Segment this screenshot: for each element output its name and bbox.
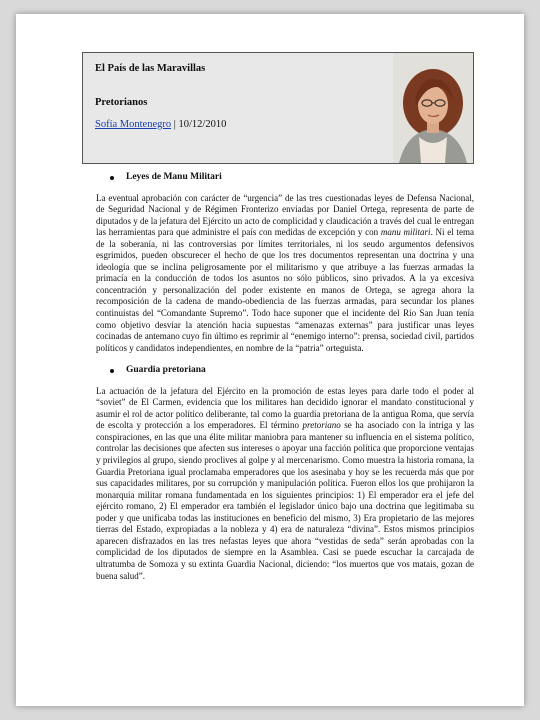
section-heading — [110, 365, 474, 377]
paragraph-italic-text: manu militari — [380, 227, 431, 238]
document-page — [16, 14, 524, 706]
bullet-icon — [110, 176, 114, 180]
paragraph-text: se ha asociado con la intriga y las conspiraciones, en las que una élite militar maniobra para mantener su influencia en el sistema político, controlar las decisiones que afecten sus intereses o apoyar una facción política que proporcione ventajas y privilegios al grupo, siendo proclives al golpe y al mercenarismo. Como muestra la historia romana, la Guardia Pretoriana igual proclamaba emperadores que los asesinaba y hoy se les recuerda más que por sus capacidades militares, por su corrupción y manipulación política. Fueron ellos los que prohijaron la monarquía militar romana fundamentada en los siguientes principios: 1) El emperador era el jefe del ejército romano, 2) El emperador era también el legislador único bajo una doctrina que legitimaba su poder y que unificaba todas las instituciones en beneficio del mismo, 3) Era propietario de las mejores tierras del Estado, expropiadas a la nobleza y 4) era de naturaleza “divina”. Estos mismos principios aparecen disfrazados en las tres nefastas leyes que ahora “vestidas de seda” serán aprobadas con la complicidad de los diputados de siempre en la Asamblea. Casi se puede escuchar la carcajada de ultratumba de Somoza y su extinta Guardia Nacional, diciendo: “los muertos que vos matais, gozan de buena salud”. — [96, 420, 474, 581]
article-header — [82, 52, 474, 164]
article-body — [96, 172, 474, 593]
author-link[interactable]: Sofía Montenegro — [95, 119, 172, 130]
byline — [95, 119, 226, 130]
paragraph — [96, 386, 474, 582]
section-heading — [110, 172, 474, 184]
paragraph-italic-text: pretoriano — [302, 420, 341, 431]
bullet-icon — [110, 369, 114, 373]
column-title: Pretorianos — [95, 97, 148, 108]
blog-title: El País de las Maravillas — [95, 63, 206, 74]
section-heading-text: Leyes de Manu Militari — [126, 172, 222, 182]
article-date: 10/12/2010 — [178, 119, 227, 130]
section-heading-text: Guardia pretoriana — [126, 365, 206, 376]
paragraph-text: La eventual aprobación con carácter de “urgencia” de las tres cuestionadas leyes de Defensa Nacional, de Seguridad Nacional y de Régimen Fronterizo enviadas por Daniel Ortega, representa de parte de diputados y de la jefatura del Ejército un acto de complicidad y claudicación a través del cual le entregan las herramientas para que administre el país con medidas de excepción y con — [96, 192, 474, 238]
paragraph-text: . Ni el tema de la soberanía, ni las controversias por límites territoriales, ni los seudo argumentos defensivos esgrimidos, pueden obscurecer el hecho de que los tres documentos representan una doctrina y una ideología que se inclina peligrosamente por el militarismo y que atribuye a las fuerzas armadas la primacía en la conducción de todos los asuntos no sólo públicos, sino privados. A la ya excesiva concentración y personalización del poder existente en manos de Ortega, se agrega ahora la recomposición de la cadena de mando-obediencia de las fuerzas armadas, para secundar los planes continuistas del “Comandante Supremo”. Todo hace suponer que el incidente del Río San Juan tenía como objetivo desviar la atención hacia supuestas “amenazas externas” para justificar unas leyes cocinadas de antemano cuyo fin último es reprimir al “enemigo interno”: prensa, sociedad civil, partidos políticos y candidatos independientes, en nombre de la “patria” orteguista. — [96, 227, 474, 353]
paragraph — [96, 193, 474, 355]
paragraph-text: La actuación de la jefatura del Ejército en la promoción de estas leyes para darle todo el poder al “soviet” de El Carmen, evidencia que los militares han decidido ignorar el mandato constitucional y asumir el rol de actor político deliberante, tal como la guardia pretoriana de la antigua Roma, que servía de escolta y protección a los emperadores. El término — [96, 385, 474, 431]
author-portrait-image — [393, 53, 473, 163]
byline-separator: | — [171, 119, 179, 130]
author-photo — [393, 53, 473, 163]
